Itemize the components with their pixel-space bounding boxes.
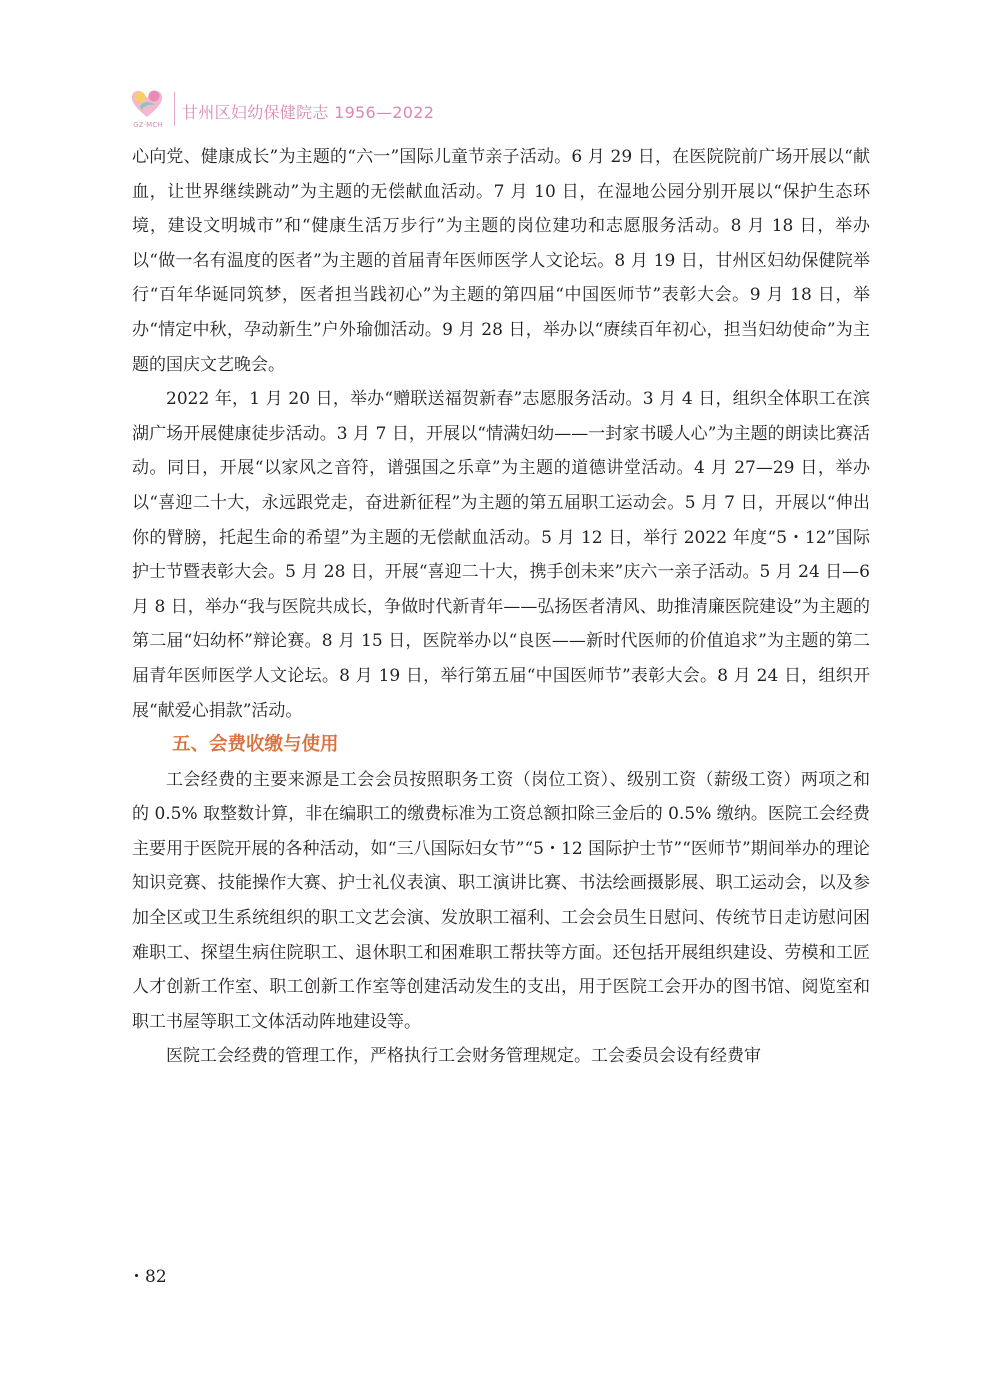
paragraph-fund-management: 医院工会经费的管理工作，严格执行工会财务管理规定。工会委员会设有经费审 (166, 1046, 761, 1067)
section-heading: 五、会费收缴与使用 (172, 734, 339, 756)
book-title: 甘州区妇幼保健院志 1956—2022 (182, 103, 435, 122)
paragraph-union-funds: 工会经费的主要来源是工会会员按照职务工资（岗位工资）、级别工资（薪级工资）两项之和的 0.5% 取整数计算，非在编职工的缴费标准为工资总额扣除三金后的 0.5% 缴纳。医院工会经费主要用于医院开展的各种活动，如“三八国际妇女节”“5・12 国际护士节”“医师节”期间举办的理论知识竞赛、技能操作大赛、护士礼仪表演、职工演讲比赛、书法绘画摄影展、职工运动会，以及参加全区或卫生系统组织的职工文艺会演、发放职工福利、工会会员生日慰问、传统节日走访慰问困难职工、探望生病住院职工、退休职工和困难职工帮扶等方面。还包括开展组织建设、劳模和工匠人才创新工作室、职工创新工作室等创建活动发生的支出，用于医院工会开办的图书馆、阅览室和职工书屋等职工文体活动阵地建设等。 (132, 769, 870, 1032)
hospital-logo (128, 86, 166, 132)
heart-ribbon-logo-icon (128, 86, 166, 122)
paragraph-continued: 心向党、健康成长”为主题的“六一”国际儿童节亲子活动。6 月 29 日，在医院院前广场开展以“献血，让世界继续跳动”为主题的无偿献血活动。7 月 10 日，在湿地公园分别开展以“保护生态环境，建设文明城市”和“健康生活万步行”为主题的岗位建功和志愿服务活动。8 月 18 日，举办以“做一名有温度的医者”为主题的首届青年医师医学人文论坛。8 月 19 日，甘州区妇幼保健院举行“百年华诞同筑梦，医者担当践初心”为主题的第四届“中国医师节”表彰大会。9 月 18 日，举办“情定中秋，孕动新生”户外瑜伽活动。9 月 28 日，举办以“赓续百年初心，担当妇幼使命”为主题的国庆文艺晚会。 (132, 147, 870, 375)
paragraph-2022-events: 2022 年，1 月 20 日，举办“赠联送福贺新春”志愿服务活动。3 月 4 日，组织全体职工在滨湖广场开展健康徒步活动。3 月 7 日，开展以“情满妇幼——一封家书暖人心”为主题的朗读比赛活动。同日，开展“以家风之音符，谱强国之乐章”为主题的道德讲堂活动。4 月 27—29 日，举办以“喜迎二十大，永远跟党走，奋进新征程”为主题的第五届职工运动会。5 月 7 日，开展以“伸出你的臂膀，托起生命的希望”为主题的无偿献血活动。5 月 12 日，举行 2022 年度“5・12”国际护士节暨表彰大会。5 月 28 日，开展“喜迎二十大，携手创未来”庆六一亲子活动。5 月 24 日—6 月 8 日，举办“我与医院共成长，争做时代新青年——弘扬医者清风、助推清廉医院建设”为主题的第二届“妇幼杯”辩论赛。8 月 15 日，医院举办以“良医——新时代医师的价值追求”为主题的第二届青年医师医学人文论坛。8 月 19 日，举行第五届“中国医师节”表彰大会。8 月 24 日，组织开展“献爱心捐款”活动。 (132, 389, 870, 721)
header-divider (174, 92, 175, 126)
page-number: ・82 (128, 1267, 167, 1287)
logo-text: GZ·MCH (133, 121, 163, 129)
running-header (128, 86, 448, 136)
page-body (132, 140, 870, 1074)
